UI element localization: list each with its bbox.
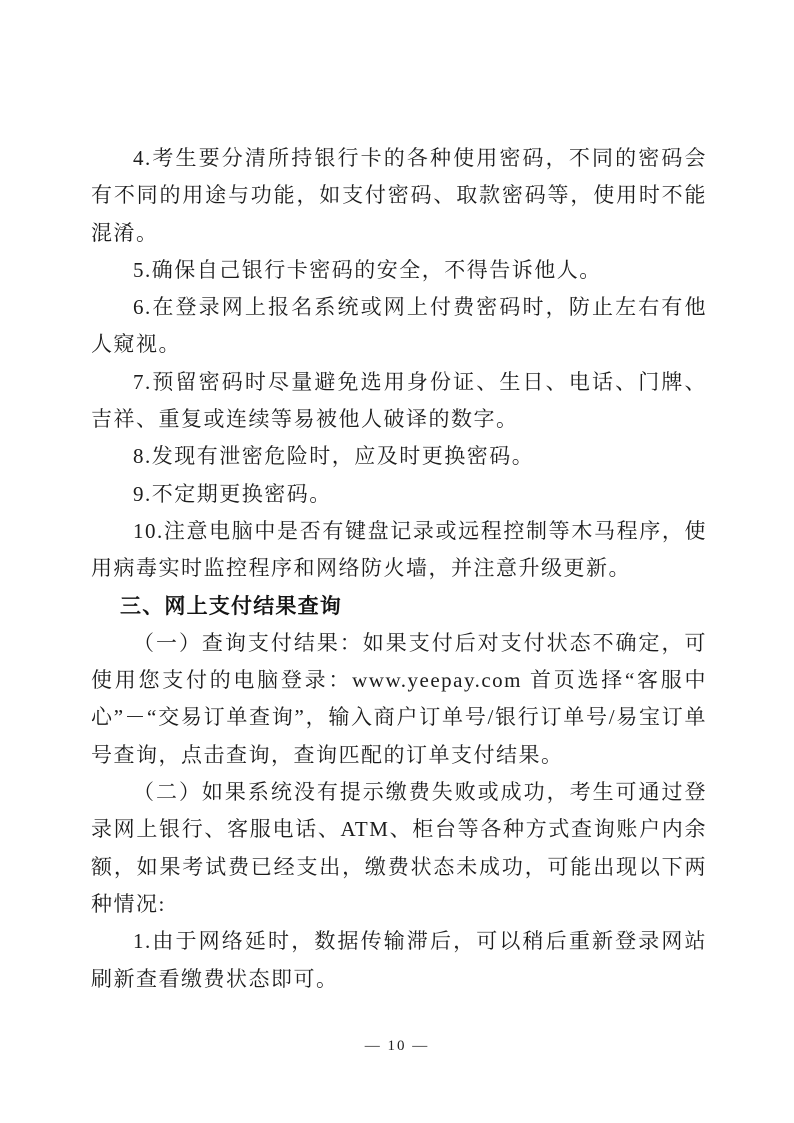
paragraph: 4.考生要分清所持银行卡的各种使用密码，不同的密码会有不同的用途与功能，如支付密码、取款密码等，使用时不能混淆。 bbox=[91, 146, 707, 245]
paragraph: 9.不定期更换密码。 bbox=[133, 481, 332, 506]
document-body bbox=[91, 140, 707, 998]
page-footer bbox=[0, 1038, 794, 1055]
paragraph: （一）查询支付结果：如果支付后对支付状态不确定，可使用您支付的电脑登录：www.yeepay.com 首页选择“客服中心”－“交易订单查询”，输入商户订单号/银行订单号/易宝订单号查询，点击查询，查询匹配的订单支付结果。 bbox=[91, 630, 707, 767]
paragraph: 1.由于网络延时，数据传输滞后，可以稍后重新登录网站刷新查看缴费状态即可。 bbox=[91, 929, 707, 991]
paragraph: 7.预留密码时尽量避免选用身份证、生日、电话、门牌、吉祥、重复或连续等易被他人破译的数字。 bbox=[91, 369, 707, 432]
paragraph: 8.发现有泄密危险时，应及时更换密码。 bbox=[133, 444, 535, 469]
paragraph: 10.注意电脑中是否有键盘记录或远程控制等木马程序，使用病毒实时监控程序和网络防火墙，并注意升级更新。 bbox=[91, 518, 707, 581]
paragraph: 6.在登录网上报名系统或网上付费密码时，防止左右有他人窥视。 bbox=[91, 295, 707, 357]
paragraph: （二）如果系统没有提示缴费失败或成功，考生可通过登录网上银行、客服电话、ATM、柜台等各种方式查询账户内余额，如果考试费已经支出，缴费状态未成功，可能出现以下两种情况: bbox=[91, 780, 707, 916]
page-number: — 10 — bbox=[364, 1038, 430, 1054]
paragraph: 5.确保自己银行卡密码的安全，不得告诉他人。 bbox=[133, 257, 602, 282]
section-heading: 三、网上支付结果查询 bbox=[120, 594, 342, 618]
